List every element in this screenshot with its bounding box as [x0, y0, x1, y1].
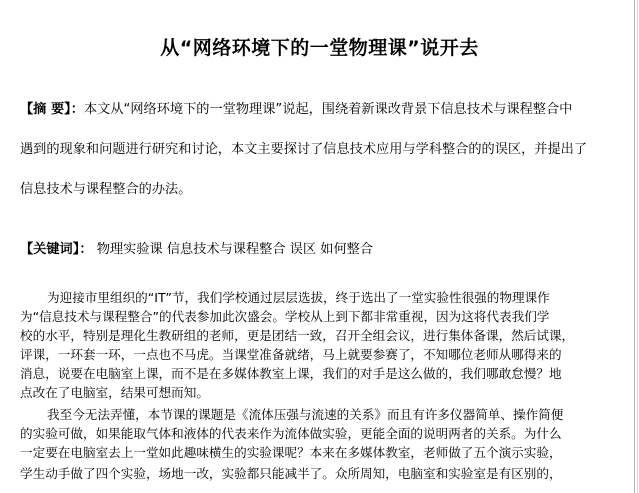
page-edge-line-outer: [637, 0, 638, 493]
abstract-line-3: 信息技术与课程整合的办法。: [20, 182, 192, 197]
body-line-9: 一定要在电脑室去上一堂如此趣味横生的实验课呢？本来在多媒体教室，老师做了五个演示实验，: [20, 445, 562, 460]
abstract-text-1: 本文从“网络环境下的一堂物理课”说起，围绕着新课改背景下信息技术与课程整合中: [83, 102, 573, 117]
keywords-label: 【关键词】：: [20, 242, 93, 257]
body-line-7: 我至今无法弄懂，本节课的课题是《流体压强与流速的关系》而且有许多仪器简单、操作简便: [47, 407, 564, 422]
keywords-text: 物理实验课 信息技术与课程整合 误区 如何整合: [92, 242, 374, 257]
abstract-line-2: 遇到的现象和问题进行研究和讨论，本文主要探讨了信息技术应用与学科整合的的误区，并提出了: [20, 142, 588, 157]
keywords-line: [20, 238, 373, 257]
body-line-2: 为“信息技术与课程整合”的代表参加此次盛会。学校从上到下都非常重视，因为这将代表我们学: [20, 309, 550, 324]
body-line-6: 点改在了电脑室，结果可想而知。: [20, 385, 209, 400]
page-edge-line: [634, 0, 635, 493]
body-line-5: 消息，说要在电脑室上课，而不是在多媒体教室上课，我们的对手是这么做的，我们哪敢怠慢？地: [20, 366, 562, 381]
body-line-8: 的实验可做，如果能取气体和液体的代表来作为流体做实验，更能全面的说明两者的关系。为什么: [20, 426, 562, 441]
abstract-line-1: [20, 98, 572, 117]
body-line-10: 学生动手做了四个实验，场地一改，实验都只能减半了。众所周知，电脑室和实验室是有区别的，: [20, 466, 562, 481]
abstract-label: 【摘 要】：: [20, 102, 84, 117]
body-line-4: 评课，一环套一环，一点也不马虎。当课堂准备就绪，马上就要参赛了，不知哪位老师从哪得来的: [20, 347, 562, 362]
body-line-1: 为迎接市里组织的“IT”节，我们学校通过层层选拔，终于选出了一堂实验性很强的物理课作: [47, 290, 550, 305]
body-line-3: 校的水平，特别是理化生教研组的老师，更是团结一致，召开全组会议，进行集体备课，然后试课，: [20, 328, 575, 343]
document-title: 从“网络环境下的一堂物理课”说开去: [160, 37, 479, 59]
